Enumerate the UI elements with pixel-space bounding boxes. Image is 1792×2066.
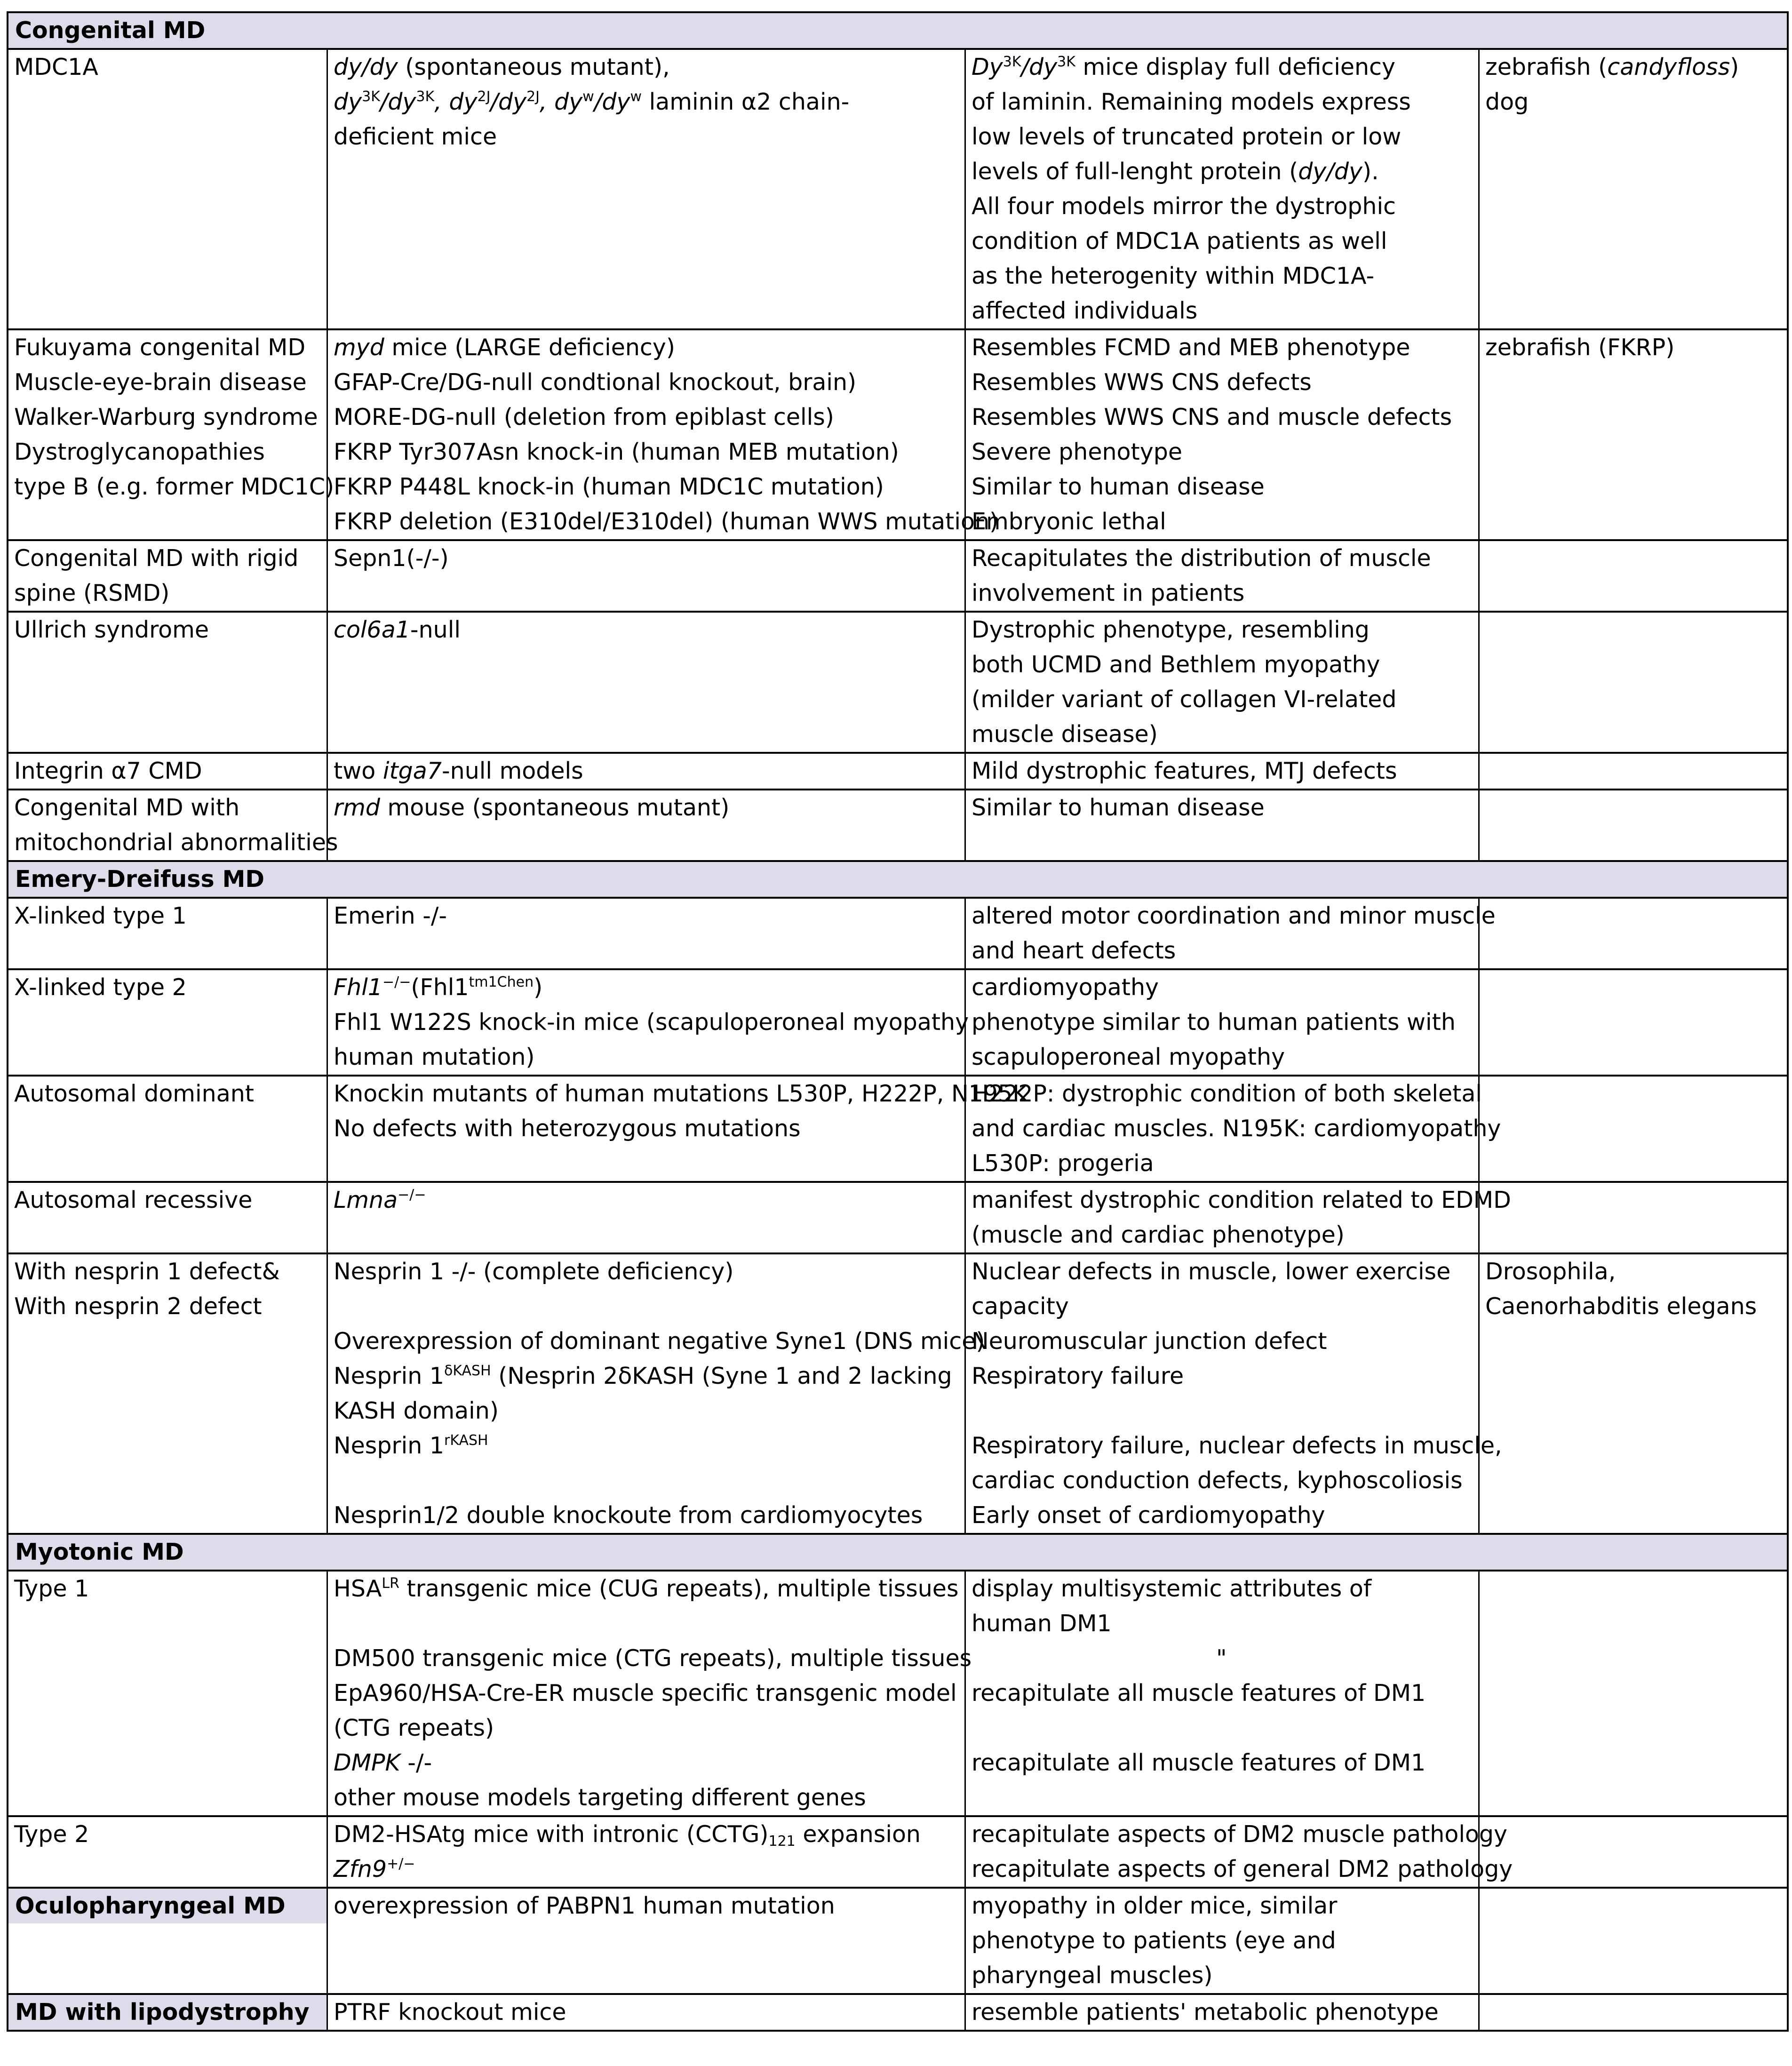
cell-line: and cardiac muscles. N195K: cardiomyopathy [972,1115,1501,1142]
cell-line: cardiac conduction defects, kyphoscoliosis [972,1467,1463,1494]
cell-line: GFAP-Cre/DG-null condtional knockout, brain) [334,369,857,396]
cell-line: DM500 transgenic mice (CTG repeats), multiple tissues [334,1645,972,1672]
cell-line: as the heterogenity within MDC1A- [972,263,1375,289]
disease-models-table [7,11,1789,2032]
model-cell [327,1571,972,1815]
table-row [8,328,1787,539]
cell-line: rmd mouse (spontaneous mutant) [334,794,730,821]
cell-line: pharyngeal muscles) [972,1962,1213,1989]
cell-line: Nesprin 1 -/- (complete deficiency) [334,1258,734,1285]
cell-line: Respiratory failure, nuclear defects in muscle, [972,1432,1502,1459]
table-row [8,1252,1787,1533]
cell-line: MDC1A [14,54,98,80]
phenotype-cell [964,970,1478,1075]
other-models-cell [1478,790,1787,860]
cell-line: Type 2 [14,1821,89,1848]
model-cell [327,1183,964,1252]
cell-line: KASH domain) [334,1397,499,1424]
blank-line [972,1780,1473,1815]
cell-line: phenotype similar to human patients with [972,1009,1456,1036]
cell-line: Zfn9+/− [334,1856,415,1883]
cell-line: Embryonic lethal [972,508,1166,535]
model-cell [327,1077,1028,1181]
cell-line: $Dy^{3K}/dy^{3K}$ mice display full deficiency [972,54,1395,80]
cell-line: Walker-Warburg syndrome [14,404,318,431]
section-header-congenital [8,13,1787,48]
other-models-cell [1478,1077,1787,1181]
table-row [8,1181,1787,1252]
cell-line: Overexpression of dominant negative Syne1 (DNS mice) [334,1328,985,1355]
table-row [8,789,1787,860]
cell-line: L530P: progeria [972,1150,1154,1177]
disease-cell [8,970,327,1075]
model-cell [327,50,964,328]
cell-line: (muscle and cardiac phenotype) [972,1221,1345,1248]
model-cell [327,1889,964,1993]
section-title: Oculopharyngeal MD [8,1889,327,1923]
cell-line: FKRP Tyr307Asn knock-in (human MEB mutation) [334,439,899,465]
cell-line: other mouse models targeting different genes [334,1784,866,1811]
cell-line: Fukuyama congenital MD [14,334,306,361]
cell-line: Resembles WWS CNS defects [972,369,1312,396]
section-title: Emery-Dreifuss MD [15,866,265,893]
table-row [8,1570,1787,1815]
cell-line: overexpression of PABPN1 human mutation [334,1892,835,1919]
cell-line: Early onset of cardiomyopathy [972,1502,1325,1529]
cell-line: human DM1 [972,1610,1112,1637]
disease-cell [8,541,327,611]
table-row [8,539,1787,611]
disease-cell [8,1183,327,1252]
phenotype-cell [964,899,1496,968]
cell-line: recapitulate aspects of DM2 muscle pathology [972,1821,1508,1848]
cell-line: Nesprin $1^{\delta KASH}$ (Nesprin 2δKASH (Syne 1 and 2 lacking [334,1363,952,1389]
table-row [8,1075,1787,1181]
cell-line: display multisystemic attributes of [972,1575,1372,1602]
cell-line: capacity [972,1293,1069,1320]
cell-line: H222P: dystrophic condition of both skeletal [972,1080,1482,1107]
cell-line: dy/dy (spontaneous mutant), [334,54,670,80]
blank-line [334,1463,960,1498]
other-models-cell [1478,50,1787,328]
phenotype-cell [964,613,1478,752]
cell-line: (CTG repeats) [334,1715,494,1741]
disease-cell [8,1571,327,1815]
model-cell [327,330,999,539]
disease-cell [8,754,327,789]
cell-line: $Fhl1^{-/-}(Fhl1^{tm1Chen})$ [334,974,543,1001]
other-models-cell [1478,970,1787,1075]
section-title: MD with lipodystrophy [15,1999,310,2026]
table-row [8,968,1787,1075]
cell-line: With nesprin 1 defect& [14,1258,280,1285]
cell-line: Severe phenotype [972,439,1182,465]
phenotype-cell [964,330,1478,539]
cell-line: Resembles WWS CNS and muscle defects [972,404,1452,431]
blank-line [972,1711,1473,1746]
disease-cell [8,613,327,752]
other-models-cell [1478,1183,1787,1252]
phenotype-cell [964,541,1478,611]
cell-line: mitochondrial abnormalities [14,829,338,856]
cell-line: Congenital MD with rigid [14,545,299,572]
other-models-cell [1478,330,1787,539]
cell-line: Autosomal recessive [14,1187,253,1213]
cell-line: myopathy in older mice, similar [972,1892,1338,1919]
model-cell [327,1817,964,1887]
cell-line: All four models mirror the dystrophic [972,193,1396,220]
cell-line: No defects with heterozygous mutations [334,1115,801,1142]
cell-line: type B (e.g. former MDC1C) [14,473,335,500]
phenotype-cell [964,1077,1501,1181]
cell-line: Integrin α7 CMD [14,758,202,784]
other-models-cell [1478,899,1787,968]
cell-line: Recapitulates the distribution of muscle [972,545,1431,572]
cell-line: Type 1 [14,1575,89,1602]
model-cell [327,1995,964,2030]
cell-line: Respiratory failure [972,1363,1184,1389]
cell-line: DM2-HSAtg mice with intronic $(CCTG)_{121}$ expansion [334,1821,921,1850]
cell-line: Neuromuscular junction defect [972,1328,1327,1355]
cell-line: $dy^{3K}/dy^{3K}$, $dy^{2J}/dy^{2J}$, $dy^w/dy^w$ laminin α2 chain- [334,88,850,115]
cell-line: resemble patients' metabolic phenotype [972,1999,1439,2026]
cell-line: spine (RSMD) [14,580,170,606]
cell-line: two itga7-null models [334,758,583,784]
cell-line: " [1216,1645,1227,1672]
blank-line [972,1394,1473,1428]
cell-line: With nesprin 2 defect [14,1293,262,1320]
model-cell [327,1254,985,1533]
blank-line [334,1606,960,1641]
other-models-cell [1478,754,1787,789]
cell-line: DMPK -/- [334,1749,432,1776]
cell-line: involvement in patients [972,580,1245,606]
phenotype-cell [964,1817,1513,1887]
cell-line: recapitulate all muscle features of DM1 [972,1749,1426,1776]
disease-cell [8,50,327,328]
blank-line [334,1289,960,1324]
cell-line: zebrafish (FKRP) [1485,334,1675,361]
phenotype-cell [964,790,1478,860]
disease-cell [8,1254,327,1533]
other-models-cell [1478,613,1787,752]
cell-line: Nesprin $1^{rKASH}$ [334,1432,488,1459]
model-cell [327,541,964,611]
cell-line: low levels of truncated protein or low [972,123,1402,150]
other-models-cell [1478,1254,1787,1533]
cell-line: myd mice (LARGE deficiency) [334,334,675,361]
cell-line: zebrafish (candyfloss) [1485,54,1739,80]
cell-line: altered motor coordination and minor muscle [972,902,1496,929]
cell-line: X-linked type 1 [14,902,187,929]
model-cell [327,899,964,968]
other-models-cell [1478,1995,1787,2030]
model-cell [327,613,964,752]
cell-line: Drosophila, [1485,1258,1616,1285]
cell-line: Similar to human disease [972,473,1265,500]
cell-line: dog [1485,88,1529,115]
cell-line: human mutation) [334,1044,535,1070]
cell-line: Fhl1 W122S knock-in mice (scapuloperoneal myopathy [334,1009,969,1036]
cell-line: FKRP P448L knock-in (human MDC1C mutation) [334,473,884,500]
cell-line: X-linked type 2 [14,974,187,1001]
cell-line: condition of MDC1A patients as well [972,228,1387,255]
cell-line: Sepn1(-/-) [334,545,449,572]
other-models-cell [1478,1571,1787,1815]
other-models-cell [1478,1889,1787,1993]
cell-line: Mild dystrophic features, MTJ defects [972,758,1397,784]
table-row [8,897,1787,968]
cell-line: both UCMD and Bethlem myopathy [972,651,1380,678]
cell-line: phenotype to patients (eye and [972,1927,1336,1954]
phenotype-cell [964,50,1478,328]
table-row-oculopharyngeal [8,1887,1787,1993]
cell-line: FKRP deletion (E310del/E310del) (human WWS mutation) [334,508,999,535]
phenotype-cell [964,1571,1478,1815]
cell-line: affected individuals [972,297,1198,324]
other-models-cell [1478,1817,1787,1887]
disease-cell [8,1995,327,2030]
section-title: Myotonic MD [15,1539,184,1565]
cell-line: col6a1-null [334,616,461,643]
phenotype-cell [964,1889,1478,1993]
cell-line: recapitulate all muscle features of DM1 [972,1680,1426,1707]
cell-line: muscle disease) [972,721,1158,748]
cell-line: recapitulate aspects of general DM2 pathology [972,1856,1513,1883]
cell-line: Resembles FCMD and MEB phenotype [972,334,1410,361]
table-row [8,48,1787,328]
table-row [8,752,1787,789]
cell-line: cardiomyopathy [972,974,1159,1001]
cell-line: deficient mice [334,123,497,150]
section-header-emery-dreifuss [8,860,1787,897]
cell-line: Dystroglycanopathies [14,439,265,465]
disease-cell [8,1889,327,1993]
cell-line: (milder variant of collagen VI-related [972,686,1397,713]
cell-line: MORE-DG-null (deletion from epiblast cells) [334,404,834,431]
cell-line: Muscle-eye-brain disease [14,369,307,396]
cell-line: PTRF knockout mice [334,1999,566,2026]
cell-line: Emerin -/- [334,902,447,929]
cell-line: of laminin. Remaining models express [972,88,1411,115]
cell-line: manifest dystrophic condition related to EDMD [972,1187,1511,1213]
table-row [8,1815,1787,1887]
disease-cell [8,330,335,539]
table-row-lipodystrophy [8,1993,1787,2030]
cell-line: Congenital MD with [14,794,240,821]
cell-line: Lmna−/− [334,1187,426,1213]
disease-cell [8,1817,327,1887]
cell-line: $HSA^{LR}$ transgenic mice (CUG repeats), multiple tissues [334,1575,959,1602]
cell-line: levels of full-lenght protein (dy/dy). [972,158,1379,185]
cell-line: Similar to human disease [972,794,1265,821]
table-row [8,611,1787,752]
cell-line: Autosomal dominant [14,1080,255,1107]
cell-line: Dystrophic phenotype, resembling [972,616,1370,643]
cell-line: scapuloperoneal myopathy [972,1044,1285,1070]
phenotype-cell [964,1254,1502,1533]
model-cell [327,754,964,789]
disease-cell [8,1077,327,1181]
model-cell [327,790,964,860]
cell-line: Ullrich syndrome [14,616,209,643]
disease-cell [8,790,338,860]
cell-line: Nesprin1/2 double knockoute from cardiomyocytes [334,1502,923,1529]
cell-line: Nuclear defects in muscle, lower exercise [972,1258,1451,1285]
phenotype-cell [964,754,1478,789]
other-models-cell [1478,541,1787,611]
cell-line: EpA960/HSA-Cre-ER muscle specific transgenic model [334,1680,957,1707]
disease-cell [8,899,327,968]
cell-line: Caenorhabditis elegans [1485,1293,1757,1320]
phenotype-cell [964,1995,1478,2030]
cell-line: and heart defects [972,937,1176,964]
section-title: Congenital MD [15,17,206,44]
cell-line: Knockin mutants of human mutations L530P, H222P, N195K [334,1080,1028,1107]
section-header-myotonic [8,1533,1787,1570]
phenotype-cell [964,1183,1511,1252]
model-cell [327,970,969,1075]
